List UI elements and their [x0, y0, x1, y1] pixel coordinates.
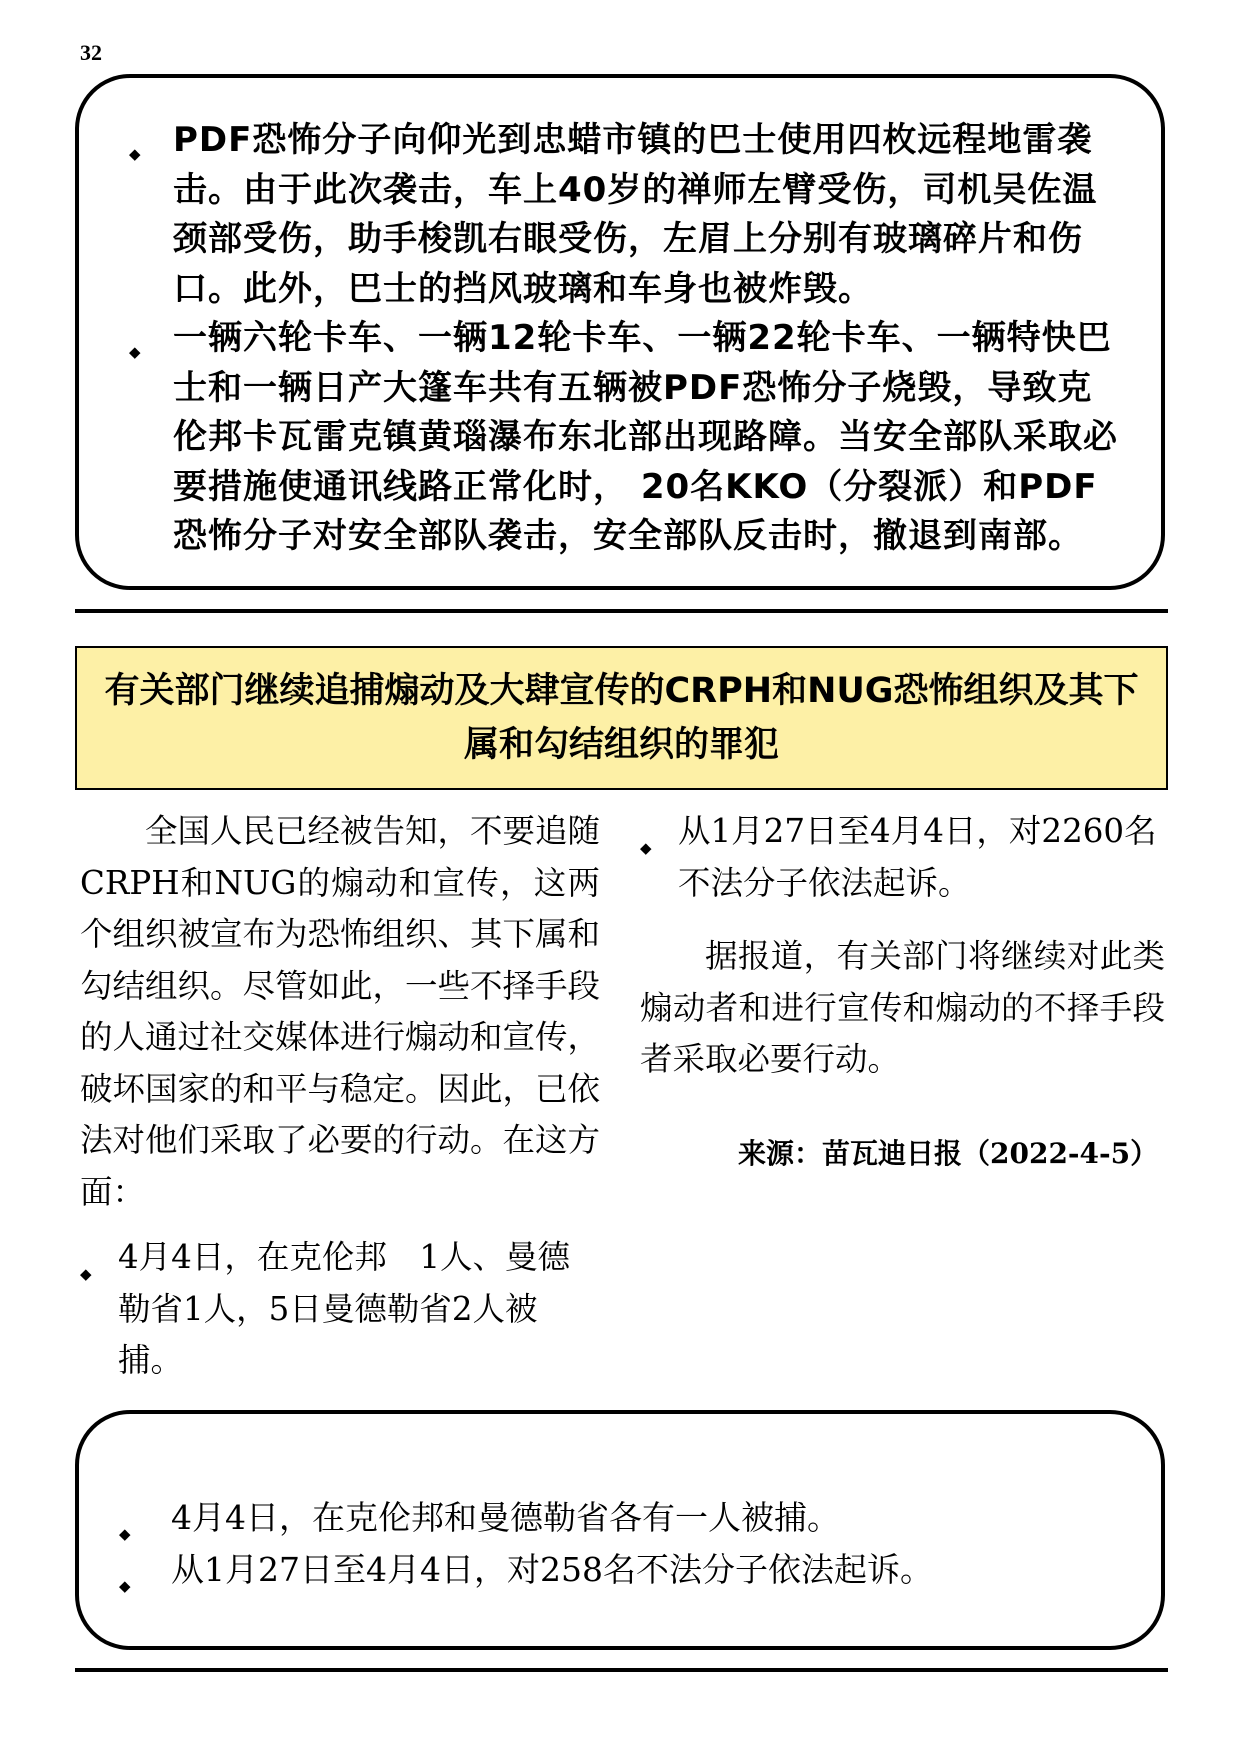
right-bullet-list: [640, 806, 1165, 909]
top-bullet-list: [129, 116, 1125, 562]
list-item: [129, 314, 1125, 562]
diamond-bullet-icon: ◆: [119, 1525, 131, 1543]
bullet-text: PDF恐怖分子向仰光到忠蜡市镇的巴士使用四枚远程地雷袭击。由于此次袭击，车上40岁的禅师左臂受伤，司机吴佐温颈部受伤，助手梭凯右眼受伤，左眉上分别有玻璃碎片和伤口。此外，巴士的挡风玻璃和车身也被炸毁。: [173, 120, 1098, 309]
top-summary-box: [75, 74, 1165, 590]
list-item: [80, 1232, 600, 1387]
bullet-text: 4月4日，在克伦邦和曼德勒省各有一人被捕。: [171, 1498, 840, 1537]
bottom-summary-box: [75, 1410, 1165, 1650]
section-divider: [75, 609, 1168, 613]
diamond-bullet-icon: ◆: [129, 145, 142, 163]
article-paragraph: 据报道，有关部门将继续对此类煽动者和进行宣传和煽动的不择手段者采取必要行动。: [640, 937, 1165, 1078]
diamond-bullet-icon: ◆: [80, 1265, 92, 1283]
diamond-bullet-icon: ◆: [129, 343, 142, 361]
bullet-text: 一辆六轮卡车、一辆12轮卡车、一辆22轮卡车、一辆特快巴士和一辆日产大篷车共有五辆被PDF恐怖分子烧毁，导致克伦邦卡瓦雷克镇黄瑙瀑布东北部出现路障。当安全部队采取必要措施使通讯线路正常化时， 20名KKO（分裂派）和PDF恐怖分子对安全部队袭击，安全部队反击时，撤退到南部。: [173, 318, 1118, 556]
list-item: [129, 116, 1125, 314]
article-left-column: [80, 806, 600, 1387]
list-item: [119, 1544, 1125, 1596]
list-item: [119, 1492, 1125, 1544]
article-paragraph: 全国人民已经被告知，不要追随CRPH和NUG的煽动和宣传，这两个组织被宣布为恐怖组织、其下属和勾结组织。尽管如此，一些不择手段的人通过社交媒体进行煽动和宣传，破坏国家的和平与稳定。因此，已依法对他们采取了必要的行动。在这方面：: [80, 812, 601, 1211]
headline-banner: [75, 646, 1168, 790]
list-item: [640, 806, 1165, 909]
left-bullet-list: [80, 1232, 600, 1387]
article-right-column: [640, 806, 1165, 1179]
bottom-bullet-list: [119, 1492, 1125, 1596]
bottom-divider: [75, 1668, 1168, 1672]
bullet-text: 从1月27日至4月4日，对2260名不法分子依法起诉。: [678, 812, 1157, 902]
bullet-text: 4月4日，在克伦邦 1人、曼德勒省1人，5日曼德勒省2人被捕。: [118, 1238, 571, 1379]
diamond-bullet-icon: ◆: [640, 839, 652, 857]
article-headline: 有关部门继续追捕煽动及大肆宣传的CRPH和NUG恐怖组织及其下属和勾结组织的罪犯: [104, 671, 1139, 765]
page-number: 32: [80, 40, 102, 65]
bullet-text: 从1月27日至4月4日，对258名不法分子依法起诉。: [171, 1550, 933, 1589]
diamond-bullet-icon: ◆: [119, 1577, 131, 1595]
source-credit: 来源：苗瓦迪日报（2022-4-5）: [738, 1136, 1159, 1170]
